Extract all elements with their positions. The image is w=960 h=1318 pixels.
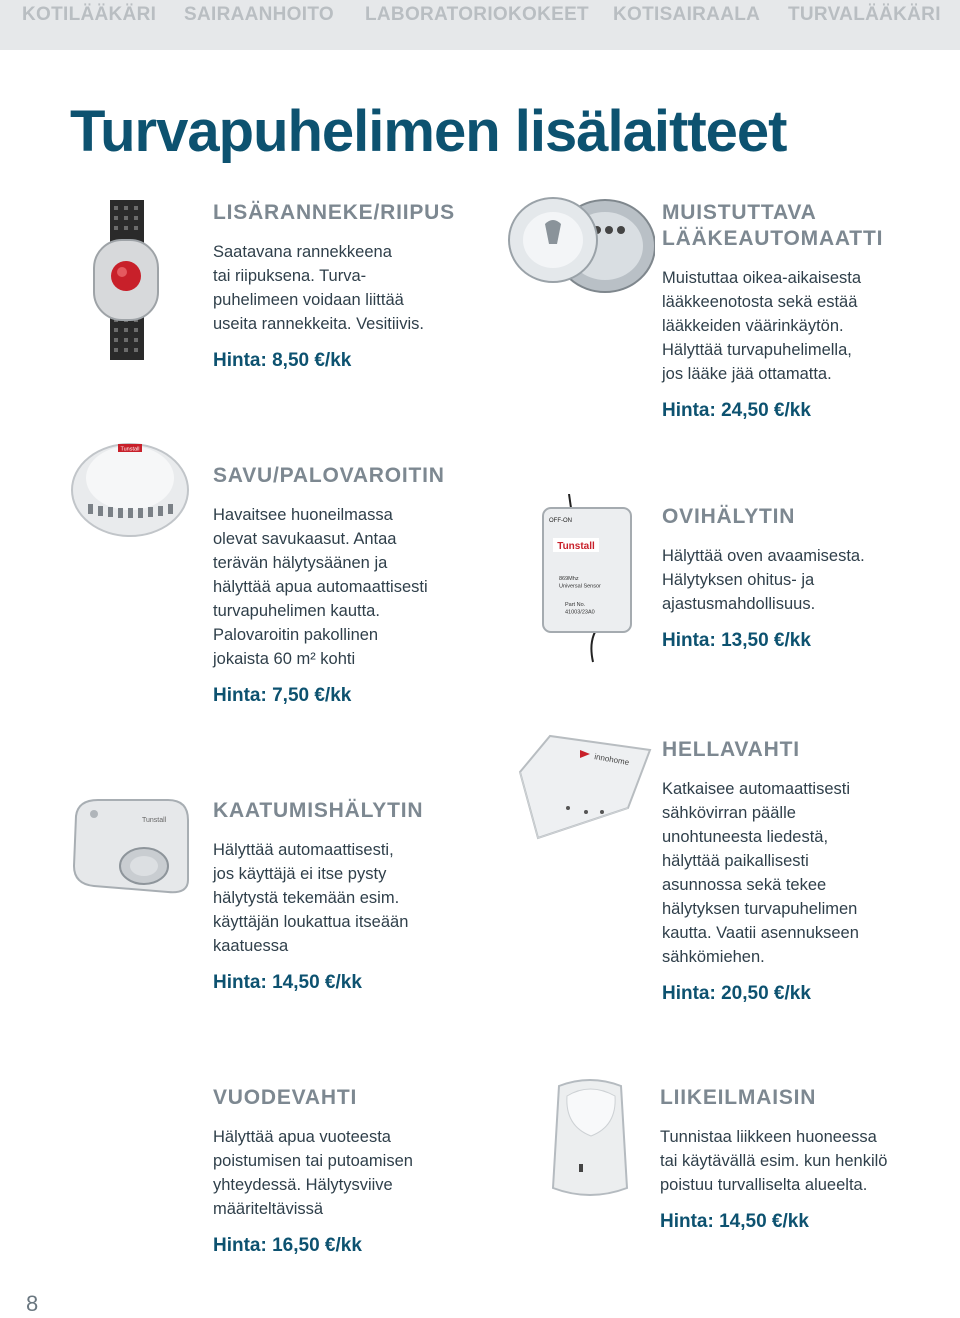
sensor-label: 869Mhz Universal Sensor xyxy=(559,576,601,590)
product-title: VUODEVAHTI xyxy=(213,1086,358,1109)
product-door-alarm xyxy=(662,504,952,652)
product-bed-sensor xyxy=(213,1085,493,1257)
medicine-dispenser-image xyxy=(505,196,655,296)
product-price: Hinta: 20,50 €/kk xyxy=(662,983,811,1004)
smoke-alarm-image xyxy=(70,438,190,538)
product-price: Hinta: 14,50 €/kk xyxy=(213,972,362,993)
nav-item-kotisairaala[interactable]: KOTISAIRAALA xyxy=(613,4,761,25)
smoke-alarm-brand-label: Tunstall xyxy=(120,446,140,453)
product-stove-guard xyxy=(662,737,952,1005)
fall-alarm-brand-label: Tunstall xyxy=(142,817,167,824)
product-description: Havaitsee huoneilmassa olevat savukaasut. Antaa terävän hälytysäänen ja hälyttää apua automaattisesti turvapuhelimen kautta. Palovaroitin pakollinen jokaista 60 m² kohti xyxy=(213,506,428,668)
product-description: Katkaisee automaattisesti sähkövirran päälle unohtuneesta liedestä, hälyttää paikallisesti asunnossa sekä tekee hälytyksen turvapuhelimen kautta. Vaatii asennukseen sähkömiehen. xyxy=(662,780,859,966)
door-alarm-image xyxy=(535,494,635,664)
product-title: LIIKEILMAISIN xyxy=(660,1086,817,1109)
product-price: Hinta: 7,50 €/kk xyxy=(213,685,352,706)
part-number-label: Part No. 41003/23A0 xyxy=(565,602,595,616)
product-price: Hinta: 24,50 €/kk xyxy=(662,400,811,421)
product-title: KAATUMISHÄLYTIN xyxy=(213,799,424,822)
innohome-label: innohome xyxy=(593,752,630,768)
product-price: Hinta: 8,50 €/kk xyxy=(213,350,352,371)
nav-item-laboratoriokokeet[interactable]: LABORATORIOKOKEET xyxy=(365,4,589,25)
top-nav-bar xyxy=(0,0,960,50)
motion-detector-image xyxy=(545,1076,635,1206)
product-fall-alarm xyxy=(213,798,473,994)
product-title: LISÄRANNEKE/RIIPUS xyxy=(213,201,455,224)
nav-item-sairaanhoito[interactable]: SAIRAANHOITO xyxy=(184,4,334,25)
product-motion-detector xyxy=(660,1085,955,1233)
stove-guard-image xyxy=(510,732,655,842)
nav-item-kotilaakari[interactable]: KOTILÄÄKÄRI xyxy=(22,4,157,25)
product-description: Hälyttää apua vuoteesta poistumisen tai putoamisen yhteydessä. Hälytysviive määriteltävissä xyxy=(213,1128,413,1218)
product-title: MUISTUTTAVA LÄÄKEAUTOMAATTI xyxy=(662,201,884,250)
product-medicine-dispenser xyxy=(662,200,952,422)
product-title: SAVU/PALOVAROITIN xyxy=(213,464,445,487)
product-description: Hälyttää automaattisesti, jos käyttäjä ei itse pysty hälytystä tekemään esim. käyttäjän loukattua itseään kaatuessa xyxy=(213,841,409,955)
product-description: Muistuttaa oikea-aikaisesta lääkkeenotosta sekä estää lääkkeiden väärinkäytön. Hälyttää turvapuhelimella, jos lääke jää ottamatta. xyxy=(662,269,862,383)
product-title: OVIHÄLYTIN xyxy=(662,505,796,528)
page-number: 8 xyxy=(26,1291,39,1316)
nav-item-turvalaakari[interactable]: TURVALÄÄKÄRI xyxy=(788,4,941,25)
product-price: Hinta: 13,50 €/kk xyxy=(662,630,811,651)
product-price: Hinta: 14,50 €/kk xyxy=(660,1211,809,1232)
door-alarm-brand-label: Tunstall xyxy=(557,541,595,552)
fall-alarm-image xyxy=(68,796,192,896)
off-on-label: OFF-ON xyxy=(549,518,572,524)
wristband-image xyxy=(88,200,168,360)
page-title: Turvapuhelimen lisälaitteet xyxy=(70,99,787,164)
product-description: Hälyttää oven avaamisesta. Hälytyksen ohitus- ja ajastusmahdollisuus. xyxy=(662,547,865,613)
product-price: Hinta: 16,50 €/kk xyxy=(213,1235,362,1256)
product-description: Tunnistaa liikkeen huoneessa tai käytävällä esim. kun henkilö poistuu turvalliselta alueelta. xyxy=(660,1128,888,1194)
product-wristband xyxy=(213,200,473,372)
product-smoke-alarm xyxy=(213,463,473,707)
product-title: HELLAVAHTI xyxy=(662,738,800,761)
product-description: Saatavana rannekkeena tai riipuksena. Turva- puhelimeen voidaan liittää useita rannekkeita. Vesitiivis. xyxy=(213,243,424,333)
